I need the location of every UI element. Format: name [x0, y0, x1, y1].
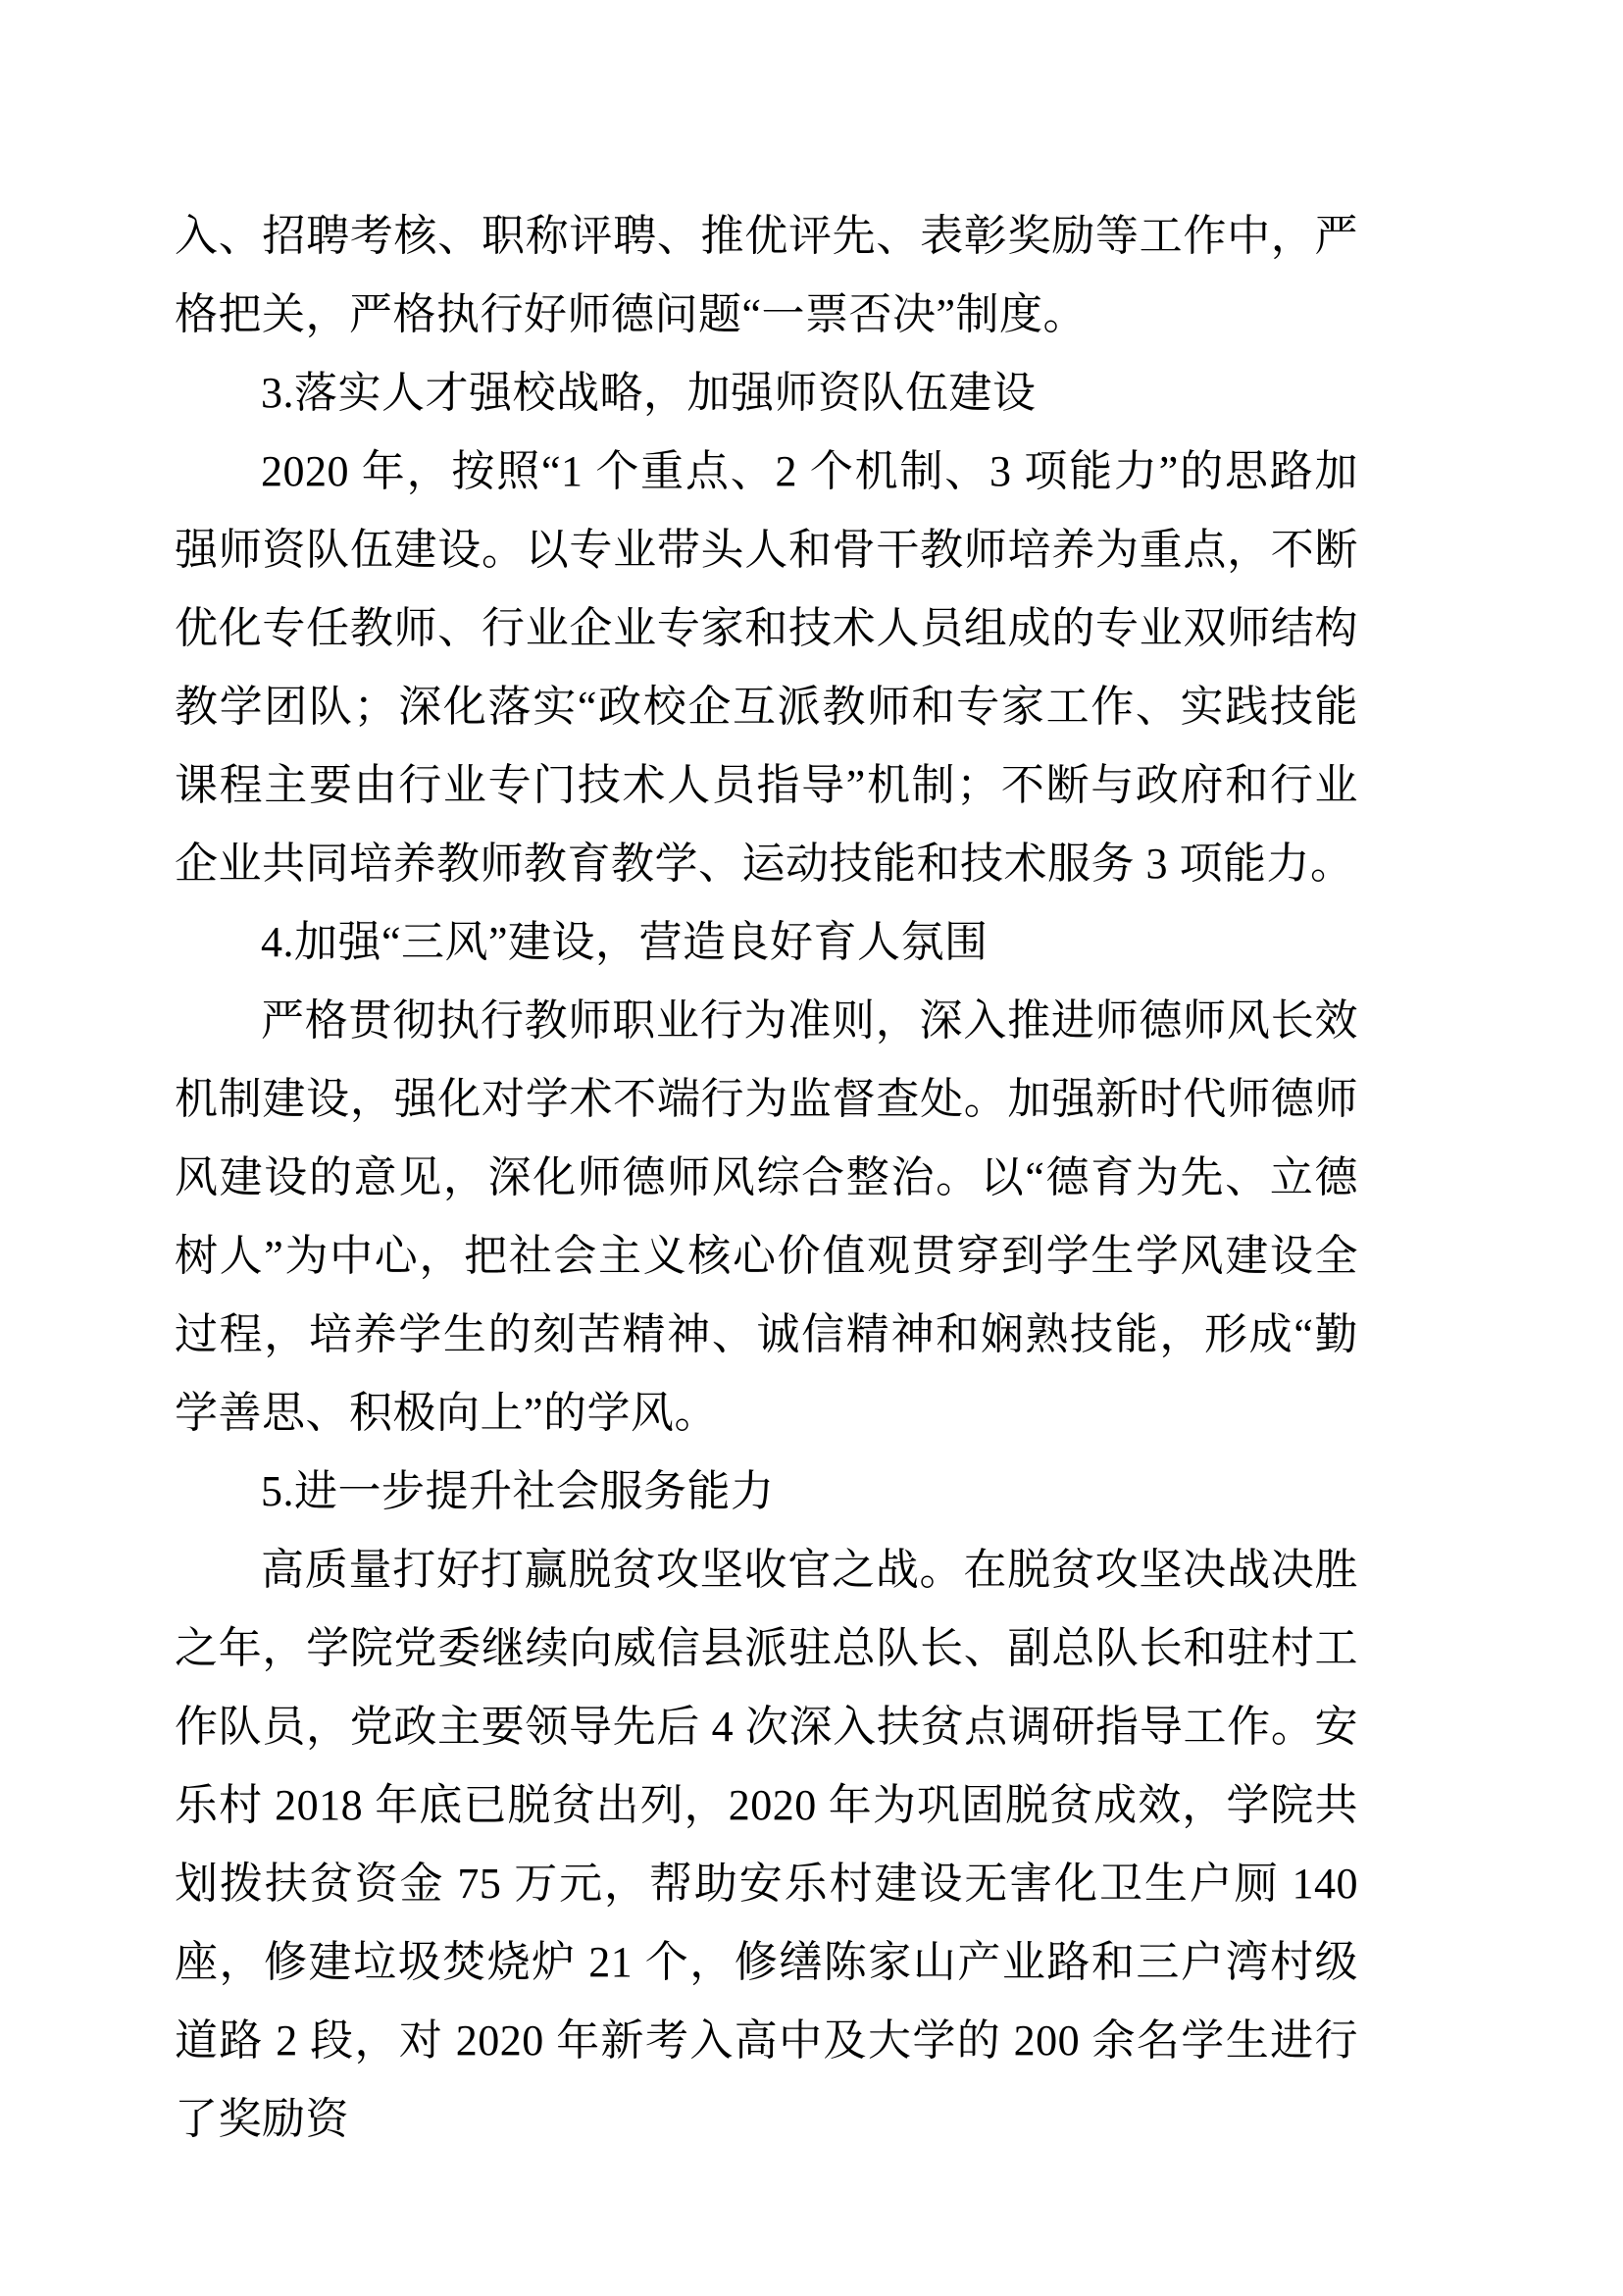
document-text-block [175, 197, 1358, 2159]
paragraph-poverty-alleviation: 高质量打好打赢脱贫攻坚收官之战。在脱贫攻坚决战决胜之年，学院党委继续向威信县派驻总队长、副总队长和驻村工作队员，党政主要领导先后 4 次深入扶贫点调研指导工作。安乐村 2018 年底已脱贫出列，2020 年为巩固脱贫成效，学院共划拨扶贫资金 75 万元，帮助安乐村建设无害化卫生户厕 140 座，修建垃圾焚烧炉 21 个，修缮陈家山产业路和三户湾村级道路 2 段，对 2020 年新考入高中及大学的 200 余名学生进行了奖励资 [175, 1546, 1358, 2143]
heading-4-three-winds: 4.加强“三风”建设，营造良好育人氛围 [261, 918, 989, 966]
paragraph-teacher-team-building: 2020 年，按照“1 个重点、2 个机制、3 项能力”的思路加强师资队伍建设。以专业带头人和骨干教师培养为重点，不断优化专任教师、行业企业专家和技术人员组成的专业双师结构教学团队；深化落实“政校企互派教师和专家工作、实践技能课程主要由行业专门技术人员指导”机制；不断与政府和行业企业共同培养教师教育教学、运动技能和技术服务 3 项能力。 [175, 447, 1358, 888]
paragraph-continuation-teacher-ethics: 入、招聘考核、职称评聘、推优评先、表彰奖励等工作中，严格把关，严格执行好师德问题“一票否决”制度。 [175, 212, 1358, 338]
heading-3-talent-strategy: 3.落实人才强校战略，加强师资队伍建设 [261, 369, 1037, 417]
heading-5-social-service: 5.进一步提升社会服务能力 [261, 1467, 775, 1515]
paragraph-ethics-and-study-style: 严格贯彻执行教师职业行为准则，深入推进师德师风长效机制建设，强化对学术不端行为监督查处。加强新时代师德师风建设的意见，深化师德师风综合整治。以“德育为先、立德树人”为中心，把社会主义核心价值观贯穿到学生学风建设全过程，培养学生的刻苦精神、诚信精神和娴熟技能，形成“勤学善思、积极向上”的学风。 [175, 996, 1358, 1437]
